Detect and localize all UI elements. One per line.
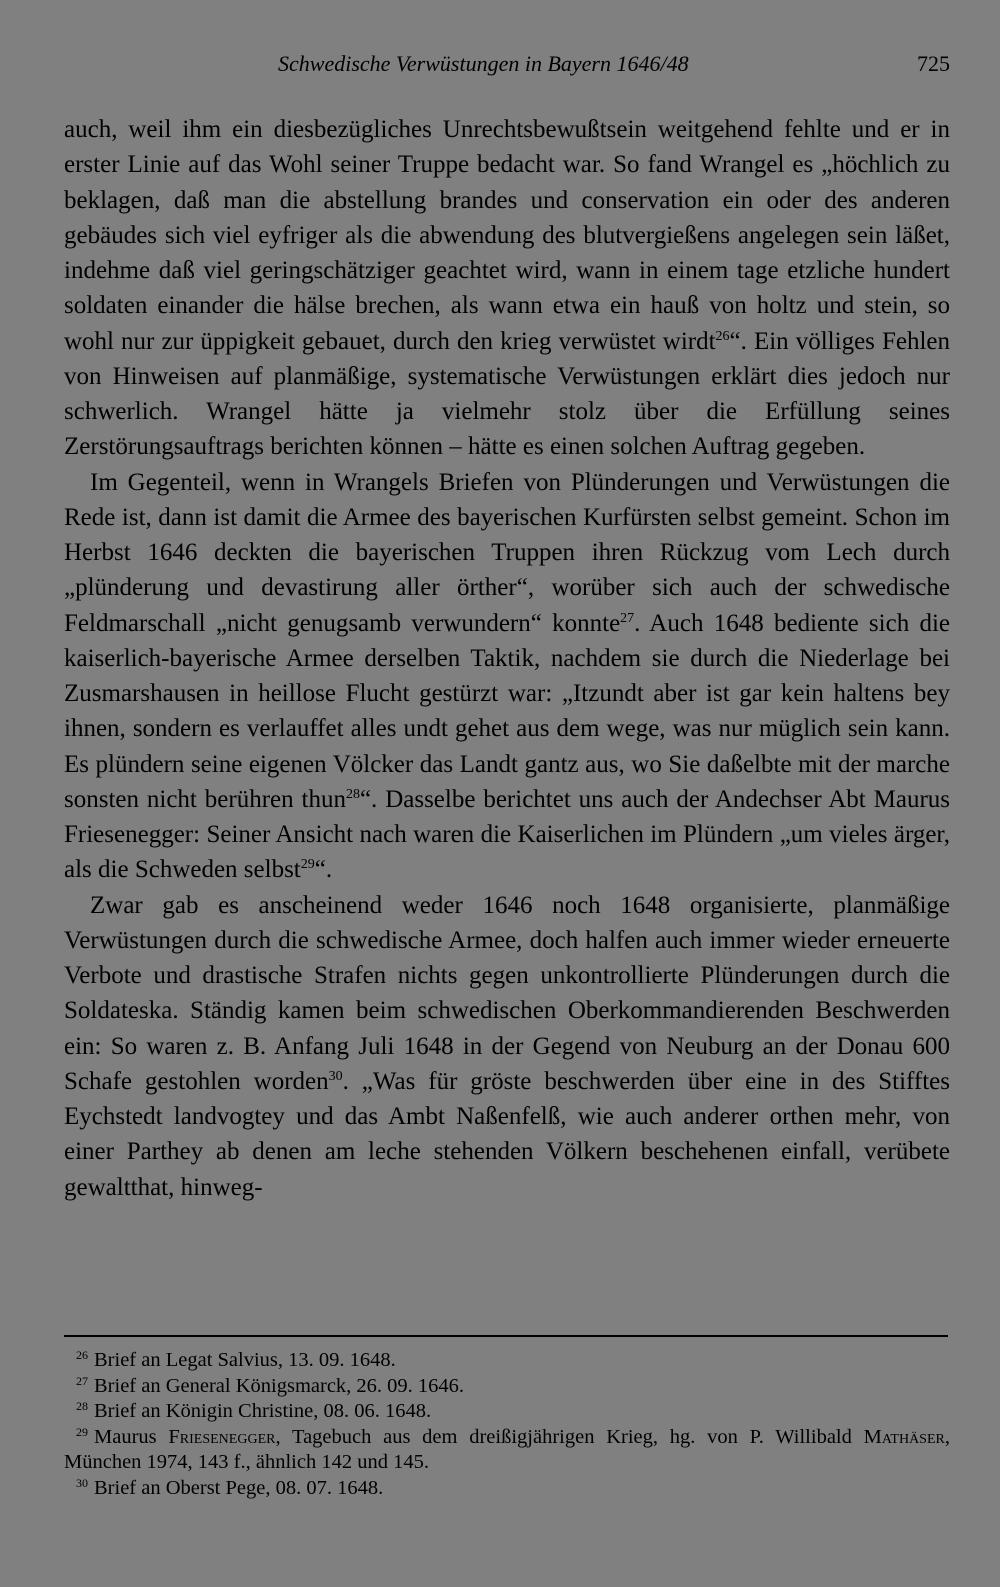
footnote-text: Brief an Königin Christine, 08. 06. 1648. (94, 1400, 432, 1422)
paragraph-1 (64, 112, 950, 465)
paragraph-2-text-b: . Auch 1648 bediente sich die kaiserlich-bayerische Armee derselben Taktik, nachdem sie durch die Niederlage bei Zusmarshausen in heillose Flucht gestürzt war: „Itzundt aber ist gar kein haltens bey ihnen, sondern es verlauffet alles undt gehet aus dem wege, was nur müglich sein kann. Es plündern seine eigenen Völcker das Landt gantz aus, wo Sie daßelbte mit der marche sonsten nicht berühren thun (64, 609, 950, 813)
page-number: 725 (917, 51, 950, 76)
footnote-number: 29 (76, 1424, 88, 1439)
paragraph-2-text-a: Im Gegenteil, wenn in Wrangels Briefen von Plünderungen und Verwüstungen die Rede ist, dann ist damit die Armee des bayerischen Kurfürsten selbst gemeint. Schon im Herbst 1646 deckten die bayerischen Truppen ihren Rückzug vom Lech durch „plünderung und devastirung aller örther“, worüber sich auch der schwedische Feldmarschall „nicht genugsamb verwundern“ konnte (64, 468, 950, 637)
paragraph-1-text-a: auch, weil ihm ein diesbezügliches Unrechtsbewußtsein weitgehend fehlte und er in erster Linie auf das Wohl seiner Truppe bedacht war. So fand Wrangel es „höchlich zu beklagen, daß man die abstellung brandes und conservation ein oder des anderen gebäudes sich viel eyfriger als die abwendung des blutvergießens angelegen sein läßet, indehme daß viel geringschätziger geachtet wird, wann in einem tage etzliche hundert soldaten einander die hälse brechen, als wann etwa ein hauß von holtz und stein, so wohl nur zur üppigkeit gebauet, durch den krieg verwüstet wirdt (64, 116, 950, 355)
paragraph-2-text-d: “. (314, 856, 333, 884)
footnote-27 (64, 1374, 950, 1400)
footnote-text: Brief an Legat Salvius, 13. 09. 1648. (94, 1349, 396, 1371)
paragraph-3-text-a: Zwar gab es anscheinend weder 1646 noch 1648 organisierte, planmäßige Verwüstungen durch die schwedische Armee, doch halfen auch immer wieder erneuerte Verbote und drastische Strafen nichts gegen unkontrollierte Plünderungen durch die Soldateska. Ständig kamen beim schwedischen Oberkommandierenden Beschwerden ein: So waren z. B. Anfang Juli 1648 in der Gegend von Neuburg an der Donau 600 Schafe gestohlen worden (64, 891, 950, 1095)
footnote-30 (64, 1476, 950, 1502)
paragraph-2 (64, 465, 950, 888)
paragraph-2-text-c: “. Dasselbe berichtet uns auch der Andechser Abt Maurus Friesenegger: Seiner Ansicht nach waren die Kaiserlichen im Plündern „um vieles ärger, als die Schweden selbst (64, 785, 950, 884)
footnote-29 (64, 1425, 950, 1476)
footnote-number: 26 (76, 1348, 88, 1362)
footnote-ref-30[interactable]: 30 (328, 1068, 343, 1084)
footnote-ref-29[interactable]: 29 (300, 857, 315, 873)
author-name: Friesenegger (168, 1425, 276, 1448)
footnote-ref-27[interactable]: 27 (620, 610, 635, 626)
running-title: Schwedische Verwüstungen in Bayern 1646/48 (278, 51, 689, 76)
footnote-number: 27 (76, 1373, 88, 1388)
footnote-separator (64, 1335, 948, 1337)
paragraph-1-text-b: “. Ein völliges Fehlen von Hinweisen auf planmäßige, systematische Verwüstungen erklärt dies jedoch nur schwerlich. Wrangel hätte ja vielmehr stolz über die Erfüllung seines Zerstörungsauftrags berichten können – hätte es einen solchen Auftrag gegeben. (64, 327, 950, 461)
footnote-text: Brief an Oberst Pege, 08. 07. 1648. (94, 1476, 384, 1499)
footnote-number: 30 (76, 1475, 88, 1490)
footnote-number: 28 (76, 1399, 88, 1413)
page-header (64, 48, 950, 80)
footnote-text-post: , München 1974, 143 f., ähnlich 142 und 145. (64, 1425, 950, 1473)
footnote-28 (64, 1399, 950, 1425)
main-text (64, 112, 950, 1205)
footnote-ref-26[interactable]: 26 (715, 328, 730, 344)
footnote-text-mid: , Tagebuch aus dem dreißigjährigen Krieg, hg. von P. Willibald (275, 1425, 864, 1448)
footnote-ref-28[interactable]: 28 (345, 786, 360, 802)
footnotes (64, 1348, 950, 1501)
editor-name: Mathäser (863, 1425, 945, 1448)
paragraph-3 (64, 888, 950, 1205)
footnote-text-pre: Maurus (94, 1425, 169, 1448)
paragraph-3-text-b: . „Was für gröste beschwerden über eine in des Stifftes Eychstedt landvogtey und das Ambt Naßenfelß, wie auch anderer orthen mehr, von einer Parthey ab denen am leche stehenden Völkern beschehenen einfall, verübete gewaltthat, hinweg- (64, 1067, 950, 1201)
footnote-26 (64, 1348, 950, 1374)
footnote-text: Brief an General Königsmarck, 26. 09. 1646. (94, 1374, 465, 1397)
